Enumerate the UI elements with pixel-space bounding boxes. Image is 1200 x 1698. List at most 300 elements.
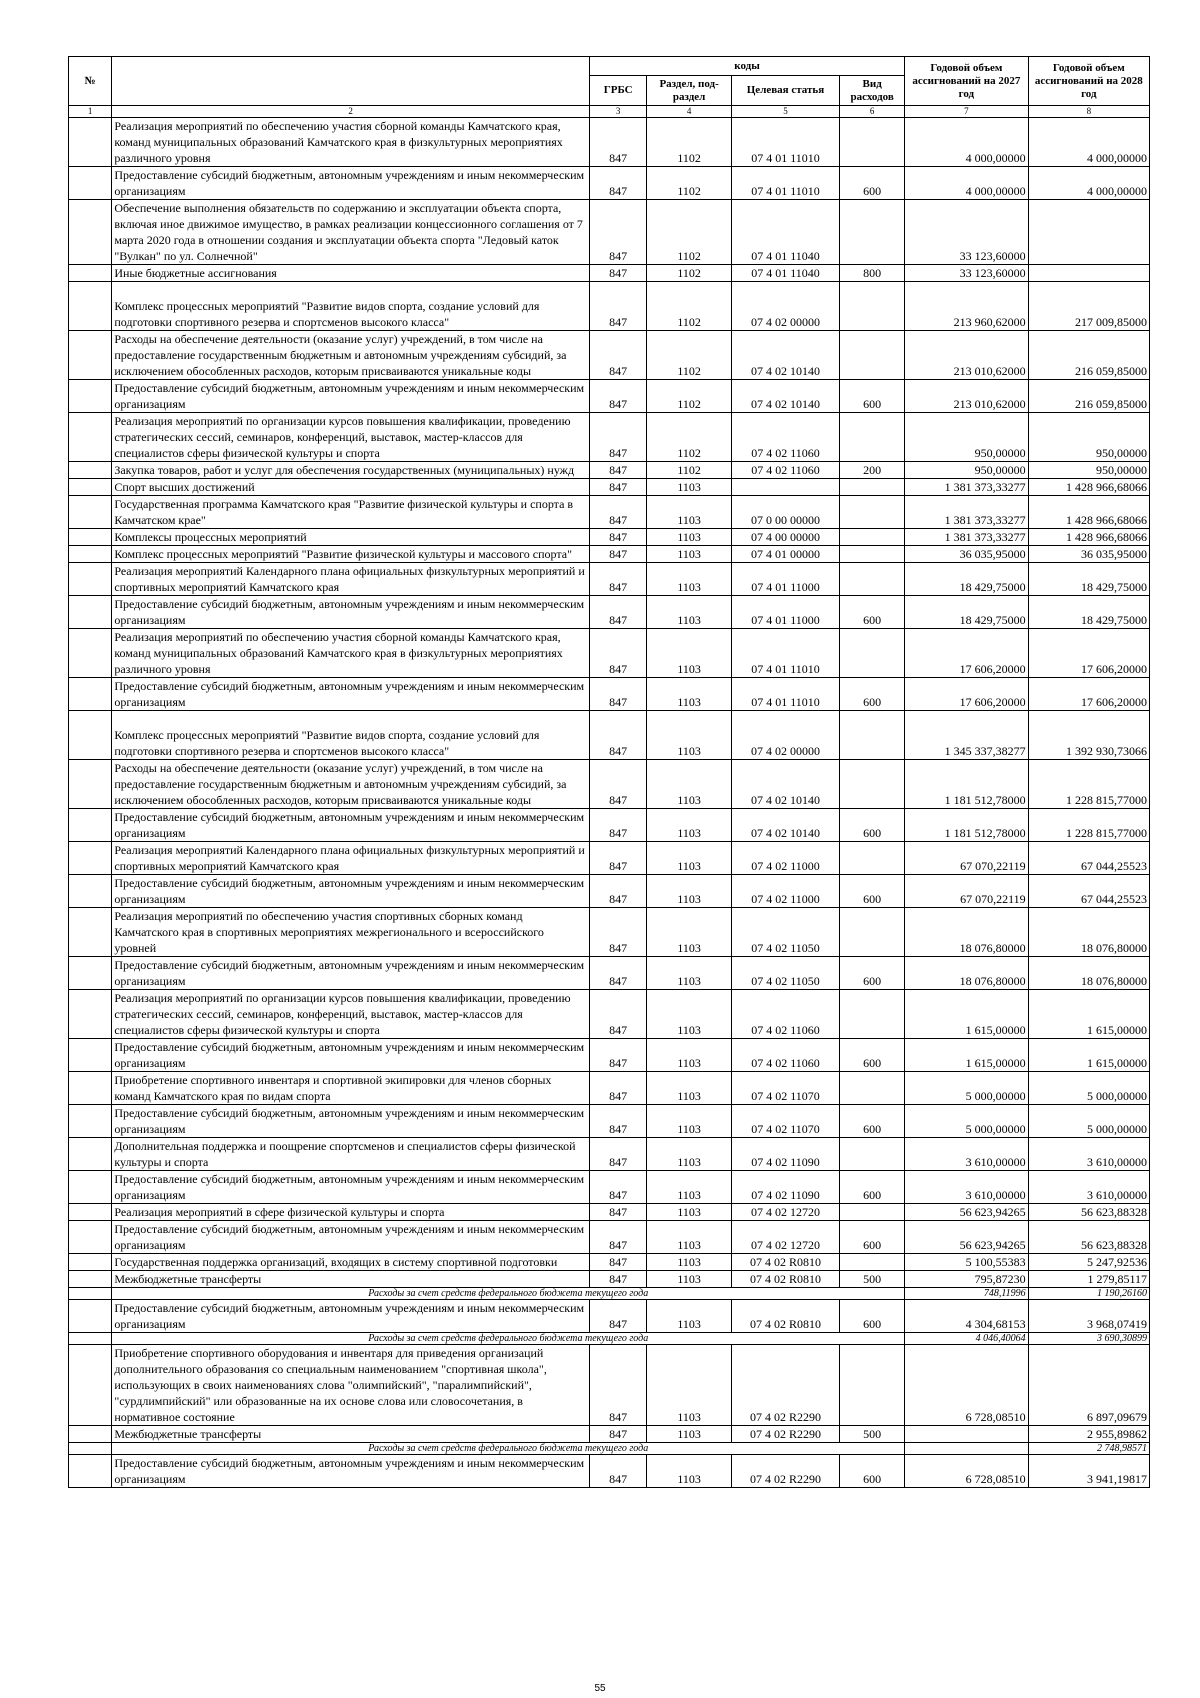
- row-description: Приобретение спортивного оборудования и инвентаря для приведения организаций дополнительного образования со специальным наименованием "спортивная школа", использующих в своих наименованиях слова "олимпийский", "паралимпийский", "сурдлимпийский" или образованные на их основе слова или словосочетания, в нормативное состояние: [112, 1345, 590, 1426]
- table-row: [69, 167, 1150, 200]
- row-description: Государственная поддержка организаций, входящих в систему спортивной подготовки: [112, 1254, 590, 1271]
- table-row: [69, 1455, 1150, 1488]
- expense-type: 200: [840, 462, 905, 479]
- target-code: 07 4 02 11070: [731, 1072, 839, 1105]
- section-code: 1103: [647, 1171, 731, 1204]
- amount-2027: 4 046,40064: [905, 1333, 1028, 1345]
- colnum: 1: [69, 106, 112, 118]
- amount-2027: 1 381 373,33277: [905, 496, 1028, 529]
- row-description: Реализация мероприятий по организации курсов повышения квалификации, проведению стратегических сессий, семинаров, конференций, выставок, мастер-классов для специалистов сферы физической культуры и спорта: [112, 990, 590, 1039]
- table-row: [69, 496, 1150, 529]
- expense-type: 600: [840, 1171, 905, 1204]
- expense-type: 600: [840, 957, 905, 990]
- expense-type: [840, 413, 905, 462]
- row-description: Приобретение спортивного инвентаря и спортивной экипировки для членов сборных команд Камчатского края по видам спорта: [112, 1072, 590, 1105]
- header-2028: Годовой объем ассигнований на 2028 год: [1028, 57, 1149, 106]
- num-cell: [69, 1254, 112, 1271]
- num-cell: [69, 496, 112, 529]
- amount-2028: 5 247,92536: [1028, 1254, 1149, 1271]
- grbs-code: 847: [589, 1039, 646, 1072]
- row-description: Реализация мероприятий по организации курсов повышения квалификации, проведению стратегических сессий, семинаров, конференций, выставок, мастер-классов для специалистов сферы физической культуры и спорта: [112, 413, 590, 462]
- row-description: Дополнительная поддержка и поощрение спортсменов и специалистов сферы физической культуры и спорта: [112, 1138, 590, 1171]
- amount-2028: 950,00000: [1028, 413, 1149, 462]
- num-cell: [69, 1288, 112, 1300]
- amount-2027: 67 070,22119: [905, 875, 1028, 908]
- num-cell: [69, 563, 112, 596]
- amount-2027: 36 035,95000: [905, 546, 1028, 563]
- amount-2028: 17 606,20000: [1028, 629, 1149, 678]
- amount-2027: 17 606,20000: [905, 629, 1028, 678]
- amount-2028: 67 044,25523: [1028, 875, 1149, 908]
- amount-2028: 1 279,85117: [1028, 1271, 1149, 1288]
- expense-type: 500: [840, 1271, 905, 1288]
- amount-2027: 56 623,94265: [905, 1204, 1028, 1221]
- colnum: 2: [112, 106, 590, 118]
- row-description: Иные бюджетные ассигнования: [112, 265, 590, 282]
- expense-type: [840, 908, 905, 957]
- target-code: 07 4 01 11040: [731, 265, 839, 282]
- table-row: [69, 1171, 1150, 1204]
- table-row: [69, 529, 1150, 546]
- expense-type: [840, 842, 905, 875]
- row-description: Реализация мероприятий по обеспечению участия сборной команды Камчатского края, команд муниципальных образований Камчатского края в физкультурных мероприятиях различного уровня: [112, 629, 590, 678]
- section-code: 1102: [647, 265, 731, 282]
- amount-2027: 56 623,94265: [905, 1221, 1028, 1254]
- row-description: Комплексы процессных мероприятий: [112, 529, 590, 546]
- grbs-code: 847: [589, 1345, 646, 1426]
- table-row: [69, 1300, 1150, 1333]
- target-code: 07 0 00 00000: [731, 496, 839, 529]
- row-description: Комплекс процессных мероприятий "Развитие видов спорта, создание условий для подготовки спортивного резерва и спортсменов высокого класса": [112, 282, 590, 331]
- num-cell: [69, 596, 112, 629]
- amount-2028: 3 610,00000: [1028, 1138, 1149, 1171]
- target-code: 07 4 02 R0810: [731, 1271, 839, 1288]
- row-description: Предоставление субсидий бюджетным, автономным учреждениям и иным некоммерческим организациям: [112, 380, 590, 413]
- header-type: Вид расходов: [840, 76, 905, 106]
- grbs-code: 847: [589, 563, 646, 596]
- amount-2028: 2 748,98571: [1028, 1443, 1149, 1455]
- amount-2028: [1028, 265, 1149, 282]
- num-cell: [69, 809, 112, 842]
- target-code: 07 4 01 11010: [731, 678, 839, 711]
- amount-2028: 56 623,88328: [1028, 1221, 1149, 1254]
- table-row: [69, 413, 1150, 462]
- section-code: 1103: [647, 1254, 731, 1271]
- grbs-code: 847: [589, 908, 646, 957]
- row-description: Предоставление субсидий бюджетным, автономным учреждениям и иным некоммерческим организациям: [112, 1300, 590, 1333]
- amount-2027: 5 000,00000: [905, 1072, 1028, 1105]
- num-cell: [69, 842, 112, 875]
- table-row: [69, 711, 1150, 760]
- section-code: 1103: [647, 1039, 731, 1072]
- num-cell: [69, 265, 112, 282]
- expense-type: [840, 546, 905, 563]
- grbs-code: 847: [589, 200, 646, 265]
- amount-2027: 4 000,00000: [905, 118, 1028, 167]
- target-code: 07 4 02 R2290: [731, 1455, 839, 1488]
- amount-2027: 67 070,22119: [905, 842, 1028, 875]
- expense-type: [840, 1345, 905, 1426]
- num-cell: [69, 1171, 112, 1204]
- grbs-code: 847: [589, 331, 646, 380]
- amount-2028: 3 690,30899: [1028, 1333, 1149, 1345]
- num-cell: [69, 462, 112, 479]
- row-description: Предоставление субсидий бюджетным, автономным учреждениям и иным некоммерческим организациям: [112, 1221, 590, 1254]
- table-row: [69, 546, 1150, 563]
- num-cell: [69, 200, 112, 265]
- column-number-row: [69, 106, 1150, 118]
- target-code: 07 4 02 11050: [731, 957, 839, 990]
- grbs-code: 847: [589, 1221, 646, 1254]
- colnum: 3: [589, 106, 646, 118]
- target-code: 07 4 02 R2290: [731, 1426, 839, 1443]
- amount-2027: 213 010,62000: [905, 331, 1028, 380]
- row-description: Предоставление субсидий бюджетным, автономным учреждениям и иным некоммерческим организациям: [112, 1455, 590, 1488]
- num-cell: [69, 1300, 112, 1333]
- amount-2027: 4 000,00000: [905, 167, 1028, 200]
- num-cell: [69, 629, 112, 678]
- target-code: 07 4 02 11060: [731, 990, 839, 1039]
- section-code: 1102: [647, 118, 731, 167]
- amount-2028: 4 000,00000: [1028, 167, 1149, 200]
- expense-type: [840, 563, 905, 596]
- expense-type: [840, 331, 905, 380]
- target-code: 07 4 02 R0810: [731, 1300, 839, 1333]
- table-row: [69, 957, 1150, 990]
- grbs-code: 847: [589, 1426, 646, 1443]
- row-description: Спорт высших достижений: [112, 479, 590, 496]
- target-code: 07 4 02 11000: [731, 875, 839, 908]
- section-code: 1103: [647, 711, 731, 760]
- header-num: №: [69, 57, 112, 106]
- num-cell: [69, 760, 112, 809]
- note-text: Расходы за счет средств федерального бюджета текущего года: [112, 1288, 905, 1300]
- amount-2028: 56 623,88328: [1028, 1204, 1149, 1221]
- grbs-code: 847: [589, 167, 646, 200]
- amount-2028: 1 228 815,77000: [1028, 809, 1149, 842]
- grbs-code: 847: [589, 529, 646, 546]
- section-code: 1103: [647, 1426, 731, 1443]
- section-code: 1103: [647, 1271, 731, 1288]
- target-code: 07 4 02 10140: [731, 760, 839, 809]
- amount-2028: 1 190,26160: [1028, 1288, 1149, 1300]
- row-description: Предоставление субсидий бюджетным, автономным учреждениям и иным некоммерческим организациям: [112, 167, 590, 200]
- table-row: [69, 265, 1150, 282]
- table-row: [69, 1204, 1150, 1221]
- amount-2028: 18 076,80000: [1028, 957, 1149, 990]
- num-cell: [69, 875, 112, 908]
- amount-2027: 1 345 337,38277: [905, 711, 1028, 760]
- num-cell: [69, 546, 112, 563]
- target-code: 07 4 01 11000: [731, 596, 839, 629]
- table-row: [69, 282, 1150, 331]
- table-row: [69, 1105, 1150, 1138]
- amount-2028: [1028, 200, 1149, 265]
- num-cell: [69, 1333, 112, 1345]
- expense-type: [840, 711, 905, 760]
- row-description: Предоставление субсидий бюджетным, автономным учреждениям и иным некоммерческим организациям: [112, 957, 590, 990]
- section-code: 1102: [647, 167, 731, 200]
- num-cell: [69, 479, 112, 496]
- colnum: 7: [905, 106, 1028, 118]
- header-grbs: ГРБС: [589, 76, 646, 106]
- num-cell: [69, 990, 112, 1039]
- expense-type: 600: [840, 1039, 905, 1072]
- row-description: Предоставление субсидий бюджетным, автономным учреждениям и иным некоммерческим организациям: [112, 678, 590, 711]
- header-row-top: [69, 57, 1150, 76]
- amount-2028: 1 428 966,68066: [1028, 496, 1149, 529]
- target-code: 07 4 01 00000: [731, 546, 839, 563]
- grbs-code: 847: [589, 842, 646, 875]
- table-row: [69, 479, 1150, 496]
- table-row: [69, 118, 1150, 167]
- row-description: Комплекс процессных мероприятий "Развитие видов спорта, создание условий для подготовки спортивного резерва и спортсменов высокого класса": [112, 711, 590, 760]
- num-cell: [69, 529, 112, 546]
- amount-2028: 18 429,75000: [1028, 563, 1149, 596]
- grbs-code: 847: [589, 957, 646, 990]
- section-code: 1103: [647, 1105, 731, 1138]
- table-row: [69, 760, 1150, 809]
- row-description: Расходы на обеспечение деятельности (оказание услуг) учреждений, в том числе на предоставление государственным бюджетным и автономным учреждениям субсидий, за исключением обособленных расходов, которым присваиваются уникальные коды: [112, 760, 590, 809]
- grbs-code: 847: [589, 380, 646, 413]
- amount-2028: 216 059,85000: [1028, 380, 1149, 413]
- row-description: Закупка товаров, работ и услуг для обеспечения государственных (муниципальных) нужд: [112, 462, 590, 479]
- row-description: Межбюджетные трансферты: [112, 1271, 590, 1288]
- amount-2028: 950,00000: [1028, 462, 1149, 479]
- amount-2027: 18 076,80000: [905, 957, 1028, 990]
- num-cell: [69, 282, 112, 331]
- row-description: Реализация мероприятий Календарного плана официальных физкультурных мероприятий и спортивных мероприятий Камчатского края: [112, 563, 590, 596]
- grbs-code: 847: [589, 1254, 646, 1271]
- amount-2028: 67 044,25523: [1028, 842, 1149, 875]
- table-row: [69, 990, 1150, 1039]
- expense-type: 600: [840, 1300, 905, 1333]
- table-row: [69, 331, 1150, 380]
- table-row: [69, 1254, 1150, 1271]
- amount-2027: 4 304,68153: [905, 1300, 1028, 1333]
- amount-2028: 217 009,85000: [1028, 282, 1149, 331]
- table-row: [69, 908, 1150, 957]
- row-description: Предоставление субсидий бюджетным, автономным учреждениям и иным некоммерческим организациям: [112, 1039, 590, 1072]
- amount-2027: 5 100,55383: [905, 1254, 1028, 1271]
- grbs-code: 847: [589, 479, 646, 496]
- row-description: Реализация мероприятий по обеспечению участия сборной команды Камчатского края, команд муниципальных образований Камчатского края в физкультурных мероприятиях различного уровня: [112, 118, 590, 167]
- table-row: [69, 1221, 1150, 1254]
- grbs-code: 847: [589, 413, 646, 462]
- amount-2028: 5 000,00000: [1028, 1105, 1149, 1138]
- table-row: [69, 1426, 1150, 1443]
- row-description: Реализация мероприятий Календарного плана официальных физкультурных мероприятий и спортивных мероприятий Камчатского края: [112, 842, 590, 875]
- grbs-code: 847: [589, 711, 646, 760]
- expense-type: [840, 629, 905, 678]
- num-cell: [69, 1039, 112, 1072]
- table-row: [69, 563, 1150, 596]
- grbs-code: 847: [589, 462, 646, 479]
- amount-2027: 213 010,62000: [905, 380, 1028, 413]
- target-code: 07 4 01 11010: [731, 118, 839, 167]
- num-cell: [69, 908, 112, 957]
- num-cell: [69, 1455, 112, 1488]
- expense-type: [840, 1204, 905, 1221]
- target-code: 07 4 02 12720: [731, 1221, 839, 1254]
- row-description: Реализация мероприятий по обеспечению участия спортивных сборных команд Камчатского края в спортивных мероприятиях межрегионального и всероссийского уровней: [112, 908, 590, 957]
- grbs-code: 847: [589, 678, 646, 711]
- amount-2028: 1 392 930,73066: [1028, 711, 1149, 760]
- target-code: 07 4 02 11000: [731, 842, 839, 875]
- section-code: 1103: [647, 678, 731, 711]
- row-description: Государственная программа Камчатского края "Развитие физической культуры и спорта в Камчатском крае": [112, 496, 590, 529]
- num-cell: [69, 331, 112, 380]
- target-code: 07 4 01 11010: [731, 167, 839, 200]
- expense-type: [840, 529, 905, 546]
- table-row: [69, 629, 1150, 678]
- colnum: 6: [840, 106, 905, 118]
- section-code: 1103: [647, 1138, 731, 1171]
- section-code: 1103: [647, 1345, 731, 1426]
- target-code: 07 4 02 11060: [731, 413, 839, 462]
- num-cell: [69, 1345, 112, 1426]
- amount-2027: 213 960,62000: [905, 282, 1028, 331]
- amount-2028: 4 000,00000: [1028, 118, 1149, 167]
- num-cell: [69, 1105, 112, 1138]
- num-cell: [69, 711, 112, 760]
- table-row: [69, 596, 1150, 629]
- row-description: Расходы на обеспечение деятельности (оказание услуг) учреждений, в том числе на предоставление государственным бюджетным и автономным учреждениям субсидий, за исключением обособленных расходов, которым присваиваются уникальные коды: [112, 331, 590, 380]
- section-code: 1103: [647, 629, 731, 678]
- section-code: 1102: [647, 331, 731, 380]
- target-code: 07 4 02 10140: [731, 331, 839, 380]
- amount-2027: 3 610,00000: [905, 1171, 1028, 1204]
- target-code: 07 4 02 R2290: [731, 1345, 839, 1426]
- amount-2028: 1 228 815,77000: [1028, 760, 1149, 809]
- section-code: 1103: [647, 596, 731, 629]
- expense-type: [840, 1138, 905, 1171]
- table-row: [69, 1345, 1150, 1426]
- grbs-code: 847: [589, 118, 646, 167]
- amount-2027: 18 429,75000: [905, 563, 1028, 596]
- row-description: Предоставление субсидий бюджетным, автономным учреждениям и иным некоммерческим организациям: [112, 1105, 590, 1138]
- amount-2027: 1 615,00000: [905, 1039, 1028, 1072]
- target-code: 07 4 02 11050: [731, 908, 839, 957]
- expense-type: 600: [840, 380, 905, 413]
- num-cell: [69, 118, 112, 167]
- target-code: 07 4 01 11040: [731, 200, 839, 265]
- grbs-code: 847: [589, 596, 646, 629]
- budget-table: [68, 56, 1150, 1488]
- num-cell: [69, 957, 112, 990]
- grbs-code: 847: [589, 1271, 646, 1288]
- grbs-code: 847: [589, 875, 646, 908]
- table-row: [69, 1271, 1150, 1288]
- expense-type: 600: [840, 1105, 905, 1138]
- expense-type: 800: [840, 265, 905, 282]
- grbs-code: 847: [589, 1105, 646, 1138]
- note-text: Расходы за счет средств федерального бюджета текущего года: [112, 1443, 905, 1455]
- target-code: 07 4 01 11000: [731, 563, 839, 596]
- table-note-row: [69, 1443, 1150, 1455]
- amount-2027: 17 606,20000: [905, 678, 1028, 711]
- amount-2027: 1 615,00000: [905, 990, 1028, 1039]
- amount-2027: 3 610,00000: [905, 1138, 1028, 1171]
- amount-2027: 6 728,08510: [905, 1455, 1028, 1488]
- amount-2027: 1 381 373,33277: [905, 529, 1028, 546]
- target-code: 07 4 01 11010: [731, 629, 839, 678]
- expense-type: [840, 1072, 905, 1105]
- section-code: 1103: [647, 1221, 731, 1254]
- num-cell: [69, 380, 112, 413]
- section-code: 1103: [647, 842, 731, 875]
- target-code: 07 4 02 11090: [731, 1171, 839, 1204]
- grbs-code: 847: [589, 1138, 646, 1171]
- amount-2028: 18 076,80000: [1028, 908, 1149, 957]
- amount-2028: 17 606,20000: [1028, 678, 1149, 711]
- amount-2027: 33 123,60000: [905, 200, 1028, 265]
- target-code: 07 4 02 00000: [731, 711, 839, 760]
- num-cell: [69, 678, 112, 711]
- section-code: 1103: [647, 957, 731, 990]
- amount-2028: 216 059,85000: [1028, 331, 1149, 380]
- amount-2028: 3 610,00000: [1028, 1171, 1149, 1204]
- colnum: 5: [731, 106, 839, 118]
- row-description: Предоставление субсидий бюджетным, автономным учреждениям и иным некоммерческим организациям: [112, 875, 590, 908]
- expense-type: [840, 760, 905, 809]
- target-code: 07 4 02 11060: [731, 462, 839, 479]
- budget-sheet: [68, 56, 1150, 1488]
- expense-type: 600: [840, 875, 905, 908]
- table-note-row: [69, 1333, 1150, 1345]
- row-description: Предоставление субсидий бюджетным, автономным учреждениям и иным некоммерческим организациям: [112, 596, 590, 629]
- amount-2027: 1 381 373,33277: [905, 479, 1028, 496]
- expense-type: [840, 990, 905, 1039]
- grbs-code: 847: [589, 990, 646, 1039]
- section-code: 1103: [647, 1300, 731, 1333]
- expense-type: 500: [840, 1426, 905, 1443]
- amount-2028: 5 000,00000: [1028, 1072, 1149, 1105]
- grbs-code: 847: [589, 1455, 646, 1488]
- grbs-code: 847: [589, 1171, 646, 1204]
- section-code: 1102: [647, 462, 731, 479]
- expense-type: 600: [840, 596, 905, 629]
- target-code: 07 4 02 R0810: [731, 1254, 839, 1271]
- target-code: 07 4 02 10140: [731, 809, 839, 842]
- num-cell: [69, 1072, 112, 1105]
- table-row: [69, 1138, 1150, 1171]
- table-row: [69, 462, 1150, 479]
- num-cell: [69, 1138, 112, 1171]
- section-code: 1103: [647, 1455, 731, 1488]
- row-description: Предоставление субсидий бюджетным, автономным учреждениям и иным некоммерческим организациям: [112, 809, 590, 842]
- amount-2027: [905, 1443, 1028, 1455]
- expense-type: [840, 479, 905, 496]
- grbs-code: 847: [589, 1300, 646, 1333]
- expense-type: [840, 118, 905, 167]
- row-description: Комплекс процессных мероприятий "Развитие физической культуры и массового спорта": [112, 546, 590, 563]
- amount-2028: 1 615,00000: [1028, 1039, 1149, 1072]
- expense-type: [840, 282, 905, 331]
- section-code: 1103: [647, 875, 731, 908]
- table-row: [69, 678, 1150, 711]
- table-body: [69, 118, 1150, 1488]
- amount-2027: 950,00000: [905, 413, 1028, 462]
- table-row: [69, 875, 1150, 908]
- grbs-code: 847: [589, 282, 646, 331]
- amount-2028: 18 429,75000: [1028, 596, 1149, 629]
- amount-2027: 5 000,00000: [905, 1105, 1028, 1138]
- grbs-code: 847: [589, 760, 646, 809]
- row-description: Межбюджетные трансферты: [112, 1426, 590, 1443]
- section-code: 1103: [647, 563, 731, 596]
- section-code: 1102: [647, 413, 731, 462]
